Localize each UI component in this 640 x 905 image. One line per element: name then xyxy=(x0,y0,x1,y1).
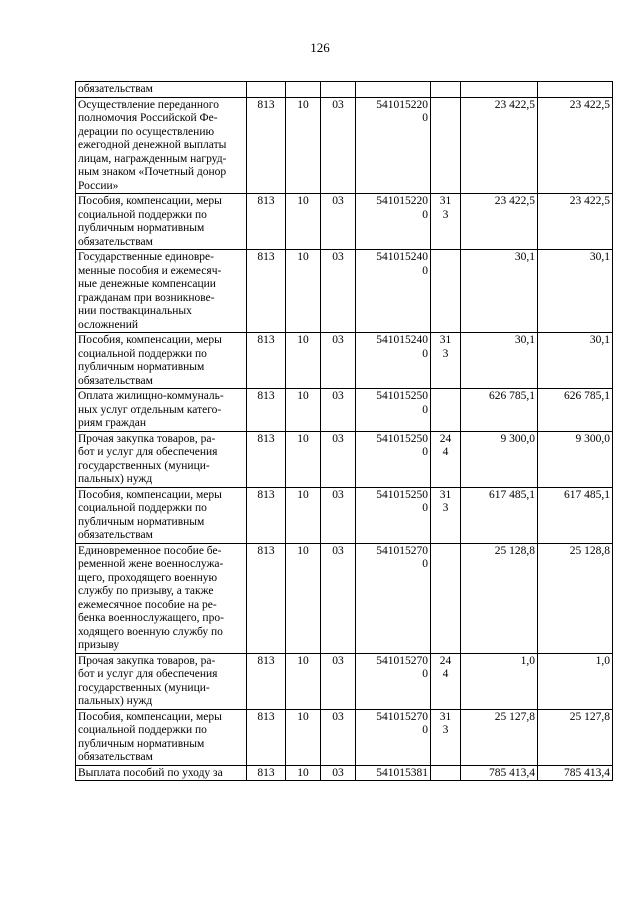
section-code xyxy=(286,82,321,98)
section-code: 10 xyxy=(286,765,321,781)
table-row xyxy=(76,97,613,194)
amount-year-2: 23 422,5 xyxy=(538,97,613,194)
row-name: Осуществление переданного полномочия Российской Фе- дерации по осуществлению ежегодной денежной выплаты лицам, награжденным нагруд- ным знаком «Почетный донор России» xyxy=(76,97,247,194)
ministry-code: 813 xyxy=(247,194,286,250)
ministry-code: 813 xyxy=(247,431,286,487)
row-name: обязательствам xyxy=(76,82,247,98)
row-name: Государственные единовре- менные пособия и ежемесяч- ные денежные компенсации гражданам при возникнове- нии поствакцинальных осложнений xyxy=(76,250,247,333)
amount-year-2: 785 413,4 xyxy=(538,765,613,781)
amount-year-1: 617 485,1 xyxy=(461,487,538,543)
ministry-code xyxy=(247,82,286,98)
amount-year-2: 30,1 xyxy=(538,333,613,389)
amount-year-2: 30,1 xyxy=(538,250,613,333)
expense-type-code: 31 3 xyxy=(431,709,461,765)
target-article-code: 541015270 0 xyxy=(356,653,431,709)
table-row xyxy=(76,431,613,487)
section-code: 10 xyxy=(286,333,321,389)
amount-year-1: 30,1 xyxy=(461,333,538,389)
subsection-code: 03 xyxy=(321,543,356,653)
section-code: 10 xyxy=(286,709,321,765)
section-code: 10 xyxy=(286,431,321,487)
amount-year-1: 30,1 xyxy=(461,250,538,333)
expense-type-code: 31 3 xyxy=(431,333,461,389)
row-name: Выплата пособий по уходу за xyxy=(76,765,247,781)
section-code: 10 xyxy=(286,543,321,653)
amount-year-2 xyxy=(538,82,613,98)
subsection-code: 03 xyxy=(321,333,356,389)
ministry-code: 813 xyxy=(247,709,286,765)
ministry-code: 813 xyxy=(247,765,286,781)
subsection-code: 03 xyxy=(321,431,356,487)
section-code: 10 xyxy=(286,653,321,709)
target-article-code: 541015240 0 xyxy=(356,250,431,333)
subsection-code: 03 xyxy=(321,194,356,250)
page-number: 126 xyxy=(310,40,330,55)
ministry-code: 813 xyxy=(247,487,286,543)
target-article-code: 541015240 0 xyxy=(356,333,431,389)
amount-year-1: 23 422,5 xyxy=(461,97,538,194)
amount-year-2: 9 300,0 xyxy=(538,431,613,487)
ministry-code: 813 xyxy=(247,97,286,194)
amount-year-1: 1,0 xyxy=(461,653,538,709)
table-row xyxy=(76,333,613,389)
target-article-code: 541015250 0 xyxy=(356,487,431,543)
section-code: 10 xyxy=(286,389,321,432)
table-row xyxy=(76,194,613,250)
subsection-code: 03 xyxy=(321,653,356,709)
row-name: Пособия, компенсации, меры социальной поддержки по публичным нормативным обязательствам xyxy=(76,709,247,765)
row-name: Прочая закупка товаров, ра- бот и услуг для обеспечения государственных (муници- пальных) нужд xyxy=(76,431,247,487)
table-row xyxy=(76,709,613,765)
table-row xyxy=(76,765,613,781)
target-article-code: 541015270 0 xyxy=(356,709,431,765)
amount-year-2: 617 485,1 xyxy=(538,487,613,543)
expense-type-code: 31 3 xyxy=(431,194,461,250)
row-name: Единовременное пособие бе- ременной жене военнослужа- щего, проходящего военную службу по призыву, а также ежемесячное пособие на ре- бенка военнослужащего, про- ходящего военную службу по призыву xyxy=(76,543,247,653)
amount-year-1: 25 127,8 xyxy=(461,709,538,765)
row-name: Пособия, компенсации, меры социальной поддержки по публичным нормативным обязательствам xyxy=(76,333,247,389)
amount-year-1: 626 785,1 xyxy=(461,389,538,432)
amount-year-2: 23 422,5 xyxy=(538,194,613,250)
table-row xyxy=(76,389,613,432)
amount-year-1: 25 128,8 xyxy=(461,543,538,653)
subsection-code: 03 xyxy=(321,389,356,432)
ministry-code: 813 xyxy=(247,250,286,333)
table-row xyxy=(76,653,613,709)
section-code: 10 xyxy=(286,194,321,250)
section-code: 10 xyxy=(286,487,321,543)
expense-type-code: 31 3 xyxy=(431,487,461,543)
row-name: Оплата жилищно-коммуналь- ных услуг отдельным катего- риям граждан xyxy=(76,389,247,432)
subsection-code: 03 xyxy=(321,709,356,765)
amount-year-2: 626 785,1 xyxy=(538,389,613,432)
ministry-code: 813 xyxy=(247,389,286,432)
target-article-code: 541015220 0 xyxy=(356,194,431,250)
expense-type-code xyxy=(431,97,461,194)
section-code: 10 xyxy=(286,250,321,333)
section-code: 10 xyxy=(286,97,321,194)
target-article-code: 541015381 xyxy=(356,765,431,781)
target-article-code: 541015250 0 xyxy=(356,431,431,487)
target-article-code: 541015220 0 xyxy=(356,97,431,194)
amount-year-2: 1,0 xyxy=(538,653,613,709)
row-name: Пособия, компенсации, меры социальной поддержки по публичным нормативным обязательствам xyxy=(76,194,247,250)
table-row xyxy=(76,250,613,333)
ministry-code: 813 xyxy=(247,543,286,653)
row-name: Пособия, компенсации, меры социальной поддержки по публичным нормативным обязательствам xyxy=(76,487,247,543)
amount-year-2: 25 127,8 xyxy=(538,709,613,765)
amount-year-1 xyxy=(461,82,538,98)
subsection-code: 03 xyxy=(321,487,356,543)
budget-table-body xyxy=(76,82,613,781)
table-row xyxy=(76,543,613,653)
subsection-code xyxy=(321,82,356,98)
amount-year-2: 25 128,8 xyxy=(538,543,613,653)
ministry-code: 813 xyxy=(247,333,286,389)
row-name: Прочая закупка товаров, ра- бот и услуг для обеспечения государственных (муници- пальных) нужд xyxy=(76,653,247,709)
ministry-code: 813 xyxy=(247,653,286,709)
target-article-code: 541015270 0 xyxy=(356,543,431,653)
expense-type-code: 24 4 xyxy=(431,431,461,487)
subsection-code: 03 xyxy=(321,765,356,781)
budget-table xyxy=(75,81,613,781)
subsection-code: 03 xyxy=(321,250,356,333)
target-article-code: 541015250 0 xyxy=(356,389,431,432)
expense-type-code: 24 4 xyxy=(431,653,461,709)
expense-type-code xyxy=(431,250,461,333)
expense-type-code xyxy=(431,389,461,432)
amount-year-1: 785 413,4 xyxy=(461,765,538,781)
expense-type-code xyxy=(431,765,461,781)
table-row xyxy=(76,487,613,543)
amount-year-1: 9 300,0 xyxy=(461,431,538,487)
expense-type-code xyxy=(431,543,461,653)
expense-type-code xyxy=(431,82,461,98)
table-row xyxy=(76,82,613,98)
subsection-code: 03 xyxy=(321,97,356,194)
target-article-code xyxy=(356,82,431,98)
amount-year-1: 23 422,5 xyxy=(461,194,538,250)
